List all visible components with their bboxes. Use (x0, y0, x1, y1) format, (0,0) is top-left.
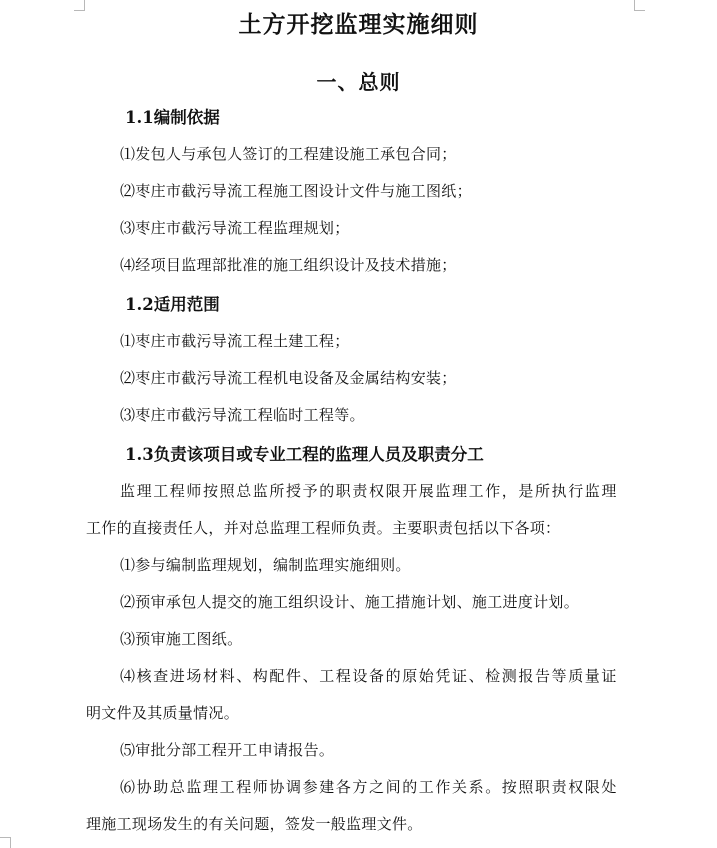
list-item: ⑵预审承包人提交的施工组织设计、施工措施计划、施工进度计划。 (120, 593, 580, 611)
list-item: ⑷核查进场材料、构配件、工程设备的原始凭证、检测报告等质量证 (120, 667, 619, 685)
list-item: ⑶枣庄市截污导流工程临时工程等。 (120, 406, 365, 424)
list-item-continuation: 明文件及其质量情况。 (86, 704, 240, 722)
document-title: 土方开挖监理实施细则 (238, 11, 479, 38)
chapter-heading: 一、总则 (316, 70, 401, 94)
list-item: ⑴枣庄市截污导流工程土建工程； (120, 332, 350, 350)
list-item: ⑸审批分部工程开工申请报告。 (120, 741, 335, 759)
page-corner-mark (0, 837, 11, 848)
list-item: ⑵枣庄市截污导流工程施工图设计文件与施工图纸； (120, 182, 472, 200)
paragraph-line: 监理工程师按照总监所授予的职责权限开展监理工作，是所执行监理 (120, 482, 619, 500)
list-item: ⑶预审施工图纸。 (120, 630, 243, 648)
list-item: ⑹协助总监理工程师协调参建各方之间的工作关系。按照职责权限处 (120, 778, 619, 796)
list-item: ⑶枣庄市截污导流工程监理规划； (120, 219, 350, 237)
list-item: ⑷经项目监理部批准的施工组织设计及技术措施； (120, 256, 457, 274)
section-heading-1-1: 1.1编制依据 (125, 108, 220, 127)
paragraph-line: 工作的直接责任人，并对总监理工程师负责。主要职责包括以下各项： (86, 519, 561, 537)
list-item: ⑴发包人与承包人签订的工程建设施工承包合同； (120, 145, 457, 163)
section-heading-1-2: 1.2适用范围 (125, 295, 220, 314)
section-heading-1-3: 1.3负责该项目或专业工程的监理人员及职责分工 (125, 445, 484, 464)
list-item-continuation: 理施工现场发生的有关问题，签发一般监理文件。 (86, 815, 423, 833)
list-item: ⑵枣庄市截污导流工程机电设备及金属结构安装； (120, 369, 457, 387)
list-item: ⑴参与编制监理规划，编制监理实施细则。 (120, 556, 411, 574)
